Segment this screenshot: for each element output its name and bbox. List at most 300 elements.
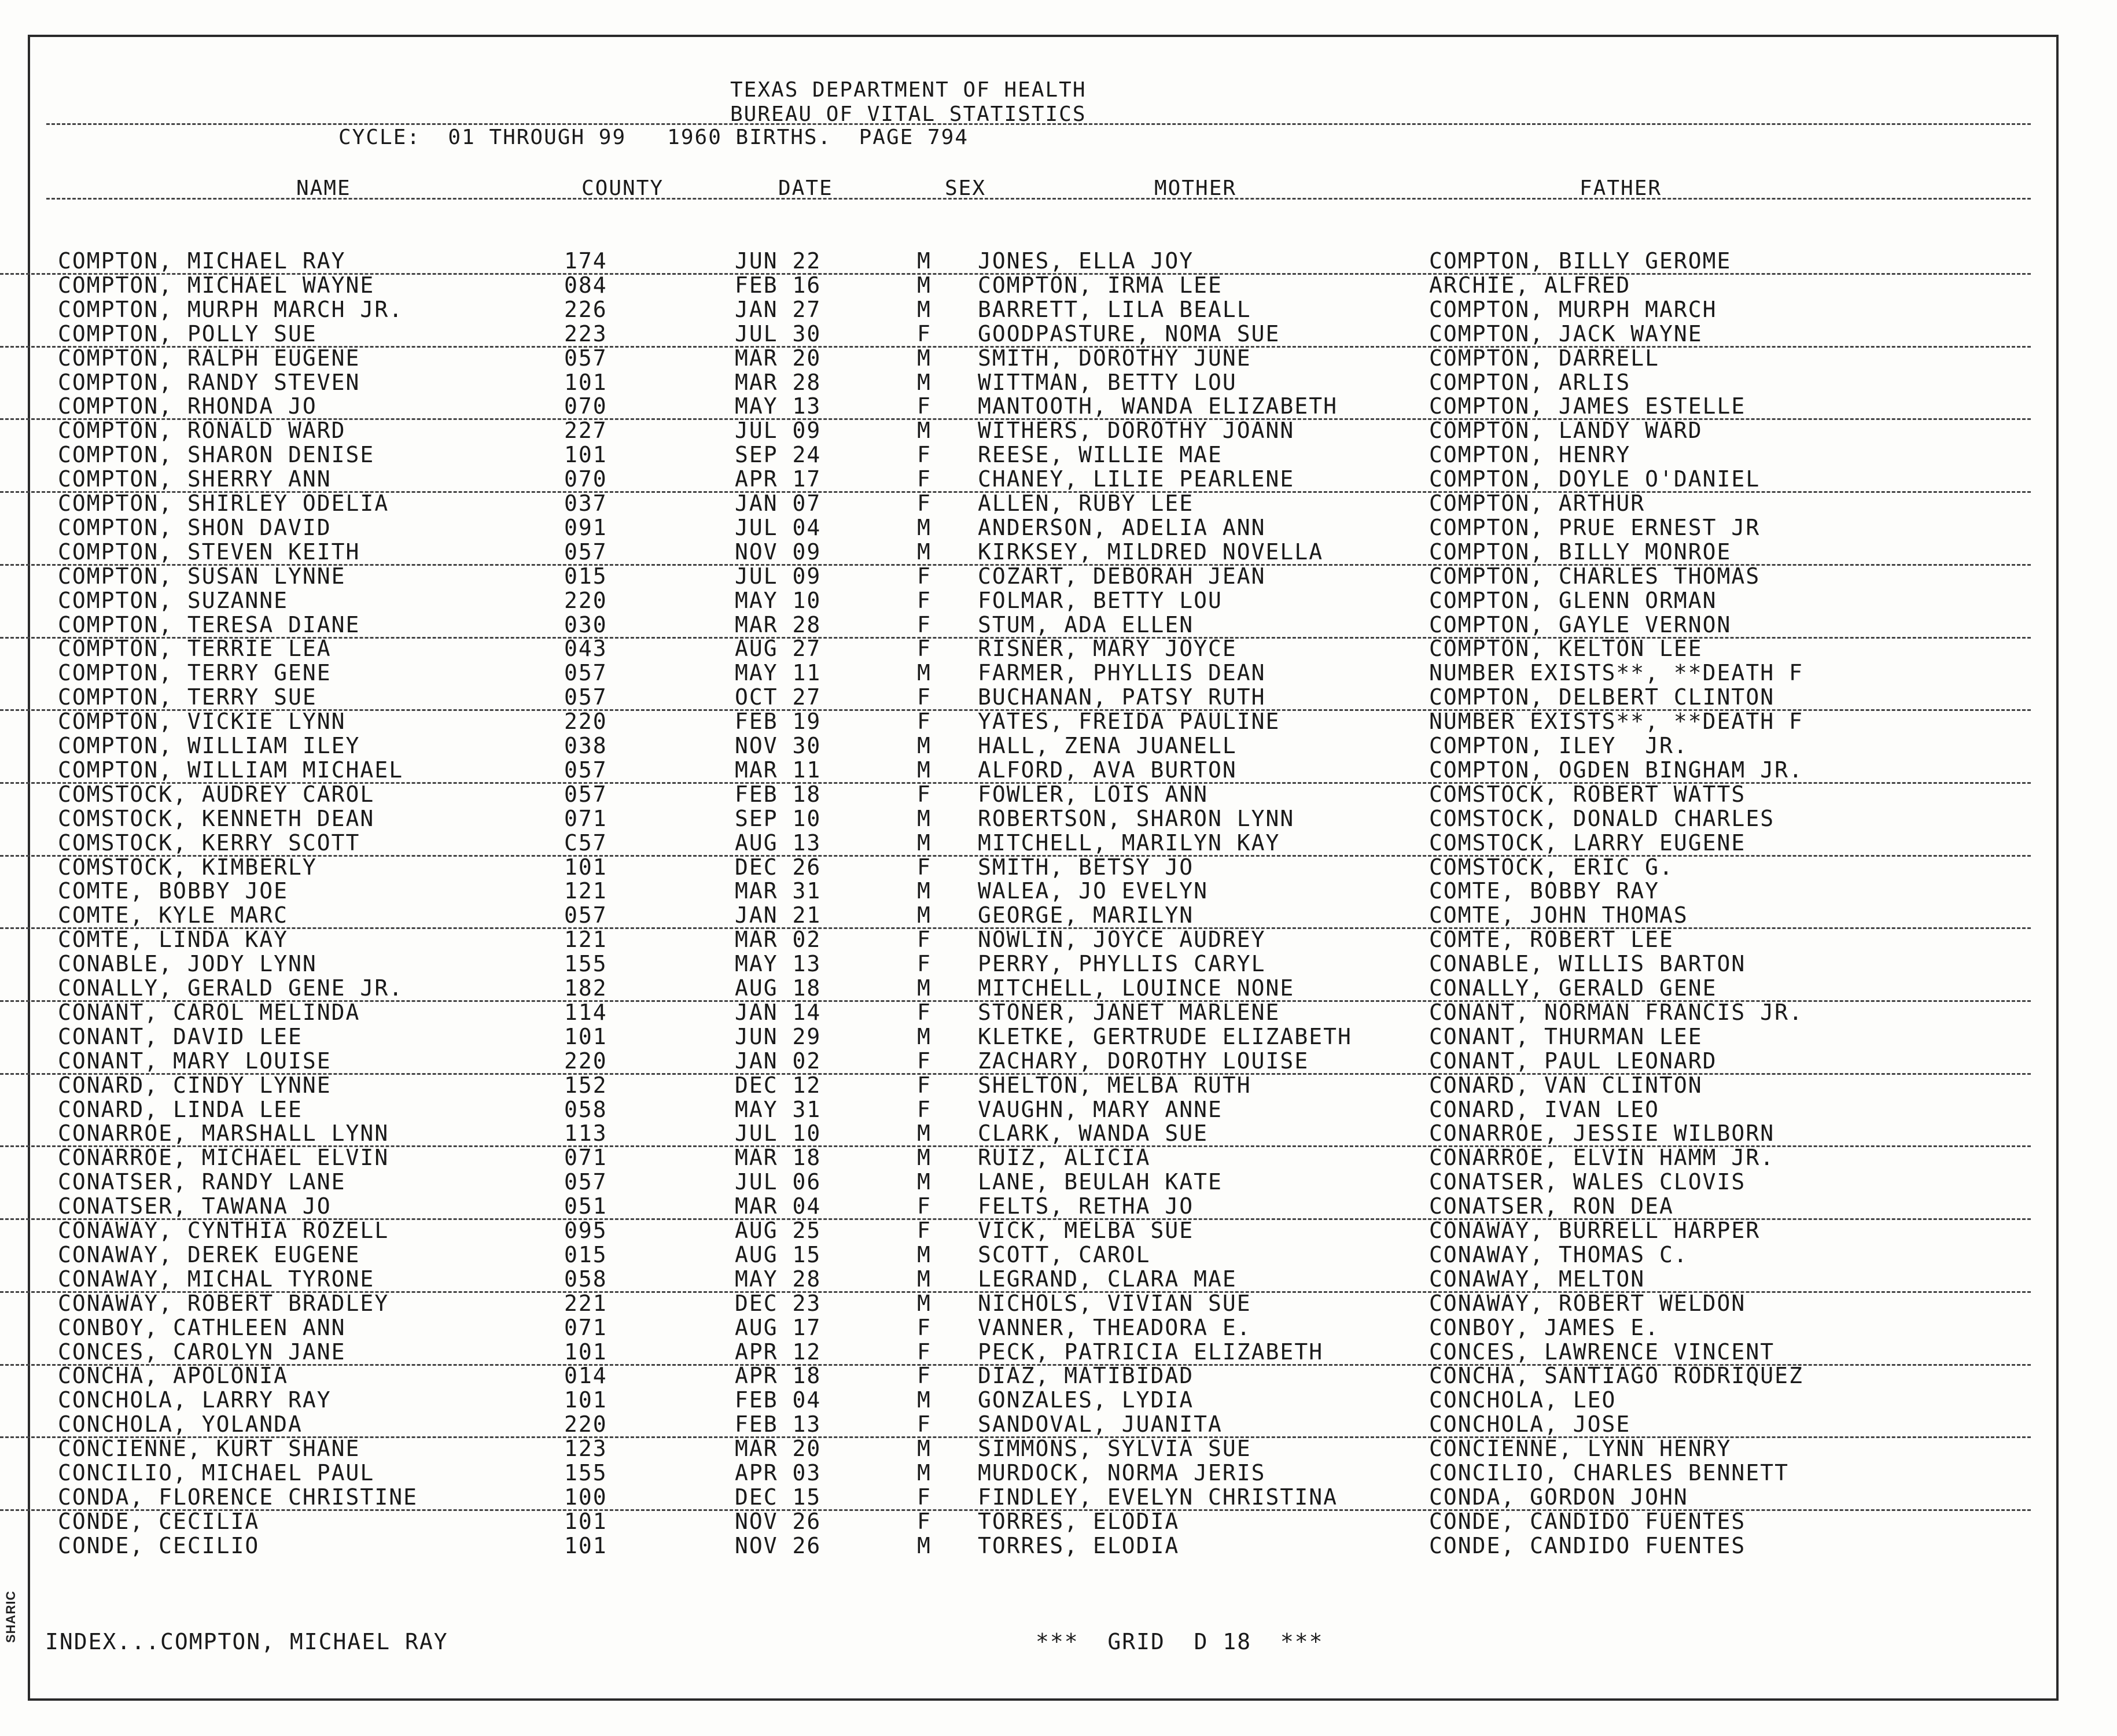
cell-sex: F bbox=[917, 1484, 932, 1510]
cell-county: 051 bbox=[564, 1193, 608, 1219]
cell-county: 113 bbox=[564, 1121, 608, 1147]
cell-name: COMPTON, RONALD WARD bbox=[58, 418, 346, 444]
cell-date: SEP 10 bbox=[735, 805, 822, 831]
cell-sex: F bbox=[917, 1218, 932, 1243]
cell-county: 015 bbox=[564, 1241, 608, 1267]
cell-father: COMSTOCK, ROBERT WATTS bbox=[1429, 781, 1746, 807]
cell-date: JAN 14 bbox=[735, 999, 822, 1025]
cell-date: MAY 10 bbox=[735, 587, 822, 613]
cell-date: MAR 04 bbox=[735, 1193, 822, 1219]
cell-sex: M bbox=[917, 272, 932, 298]
cell-name: CONCILIO, MICHAEL PAUL bbox=[58, 1460, 375, 1486]
cell-name: COMPTON, POLLY SUE bbox=[58, 320, 317, 347]
cell-mother: KLETKE, GERTRUDE ELIZABETH bbox=[978, 1023, 1352, 1049]
table-row bbox=[0, 1121, 2031, 1147]
cell-mother: NOWLIN, JOYCE AUDREY bbox=[978, 927, 1266, 953]
cell-sex: F bbox=[917, 611, 932, 637]
cell-county: 084 bbox=[564, 272, 608, 298]
cell-father: CONANT, PAUL LEONARD bbox=[1429, 1048, 1717, 1074]
cell-sex: M bbox=[917, 369, 932, 395]
cell-date: JUN 22 bbox=[735, 248, 822, 274]
cell-date: MAR 11 bbox=[735, 757, 822, 783]
cell-date: FEB 19 bbox=[735, 709, 822, 735]
cell-name: COMPTON, RALPH EUGENE bbox=[58, 345, 360, 371]
cell-mother: LANE, BEULAH KATE bbox=[978, 1169, 1223, 1195]
cell-father: CONARROE, ELVIN HAMM JR. bbox=[1429, 1145, 1775, 1171]
cell-date: MAY 13 bbox=[735, 393, 822, 419]
cell-date: FEB 13 bbox=[735, 1411, 822, 1438]
cell-sex: M bbox=[917, 1436, 932, 1462]
cell-county: 057 bbox=[564, 757, 608, 783]
cell-date: JAN 02 bbox=[735, 1048, 822, 1074]
cell-mother: VICK, MELBA SUE bbox=[978, 1218, 1194, 1243]
cell-mother: REESE, WILLIE MAE bbox=[978, 442, 1223, 468]
cell-county: 038 bbox=[564, 733, 608, 758]
cell-date: FEB 16 bbox=[735, 272, 822, 298]
cell-mother: ROBERTSON, SHARON LYNN bbox=[978, 805, 1295, 831]
cell-county: 114 bbox=[564, 999, 608, 1025]
cell-name: COMPTON, MICHAEL WAYNE bbox=[58, 272, 375, 298]
table-row bbox=[0, 1412, 2031, 1438]
column-header-date: DATE bbox=[778, 176, 833, 200]
cell-sex: M bbox=[917, 1460, 932, 1486]
cell-mother: ZACHARY, DOROTHY LOUISE bbox=[978, 1048, 1309, 1074]
cell-date: MAY 13 bbox=[735, 951, 822, 977]
cell-sex: M bbox=[917, 1169, 932, 1195]
cell-name: COMPTON, RANDY STEVEN bbox=[58, 369, 360, 395]
cell-father: CONANT, NORMAN FRANCIS JR. bbox=[1429, 999, 1803, 1025]
header-department: TEXAS DEPARTMENT OF HEALTH bbox=[730, 78, 1087, 102]
cell-county: 220 bbox=[564, 1048, 608, 1074]
cell-date: MAR 20 bbox=[735, 345, 822, 371]
cell-date: MAR 20 bbox=[735, 1436, 822, 1462]
cell-name: COMPTON, SHERRY ANN bbox=[58, 466, 332, 492]
cell-name: COMPTON, WILLIAM ILEY bbox=[58, 733, 360, 758]
cell-date: APR 03 bbox=[735, 1460, 822, 1486]
cell-name: COMPTON, VICKIE LYNN bbox=[58, 709, 346, 735]
cell-name: CONDA, FLORENCE CHRISTINE bbox=[58, 1484, 418, 1510]
cell-date: JUL 04 bbox=[735, 514, 822, 540]
cell-county: 015 bbox=[564, 563, 608, 589]
cell-date: AUG 15 bbox=[735, 1241, 822, 1267]
cell-sex: M bbox=[917, 1387, 932, 1413]
table-row bbox=[0, 831, 2031, 857]
table-row bbox=[0, 758, 2031, 784]
cell-name: COMTE, BOBBY JOE bbox=[58, 878, 289, 904]
cell-name: CONARD, CINDY LYNNE bbox=[58, 1072, 332, 1098]
cell-name: CONCIENNE, KURT SHANE bbox=[58, 1436, 360, 1462]
cell-father: CONAWAY, THOMAS C. bbox=[1429, 1241, 1688, 1267]
cell-county: 182 bbox=[564, 975, 608, 1001]
cell-father: COMSTOCK, DONALD CHARLES bbox=[1429, 805, 1775, 831]
cell-sex: F bbox=[917, 951, 932, 977]
cell-county: 152 bbox=[564, 1072, 608, 1098]
cell-father: COMPTON, ILEY JR. bbox=[1429, 733, 1688, 758]
cell-date: AUG 27 bbox=[735, 636, 822, 662]
cell-mother: FELTS, RETHA JO bbox=[978, 1193, 1194, 1219]
header-rule-top bbox=[46, 123, 2031, 125]
cell-father: COMPTON, GLENN ORMAN bbox=[1429, 587, 1717, 613]
cell-father: CONCHOLA, JOSE bbox=[1429, 1411, 1631, 1438]
cell-mother: JONES, ELLA JOY bbox=[978, 248, 1194, 274]
cell-mother: COMPTON, IRMA LEE bbox=[978, 272, 1223, 298]
cell-mother: HALL, ZENA JUANELL bbox=[978, 733, 1237, 758]
cell-sex: M bbox=[917, 1532, 932, 1558]
cell-father: CONANT, THURMAN LEE bbox=[1429, 1023, 1703, 1049]
cell-sex: F bbox=[917, 587, 932, 613]
cell-county: 101 bbox=[564, 854, 608, 880]
cell-sex: M bbox=[917, 1121, 932, 1147]
cell-sex: M bbox=[917, 418, 932, 444]
cell-sex: M bbox=[917, 805, 932, 831]
cell-name: COMSTOCK, KENNETH DEAN bbox=[58, 805, 375, 831]
cell-father: CONCILIO, CHARLES BENNETT bbox=[1429, 1460, 1789, 1486]
cell-date: MAY 11 bbox=[735, 660, 822, 686]
cell-sex: F bbox=[917, 781, 932, 807]
cell-sex: F bbox=[917, 1072, 932, 1098]
cell-father: CONCHA, SANTIAGO RODRIQUEZ bbox=[1429, 1363, 1803, 1389]
footer-grid: *** GRID D 18 *** bbox=[1036, 1629, 1324, 1654]
cell-date: JUL 06 bbox=[735, 1169, 822, 1195]
cell-county: 221 bbox=[564, 1290, 608, 1316]
cell-date: JUL 09 bbox=[735, 418, 822, 444]
cell-county: 058 bbox=[564, 1096, 608, 1122]
cell-county: 030 bbox=[564, 611, 608, 637]
cell-name: COMPTON, SHARON DENISE bbox=[58, 442, 375, 468]
cell-sex: F bbox=[917, 491, 932, 516]
cell-mother: YATES, FREIDA PAULINE bbox=[978, 709, 1280, 735]
cell-date: APR 18 bbox=[735, 1363, 822, 1389]
header-bureau: BUREAU OF VITAL STATISTICS bbox=[730, 102, 1087, 126]
cell-name: COMPTON, TERRIE LEA bbox=[58, 636, 332, 662]
cell-father: COMSTOCK, ERIC G. bbox=[1429, 854, 1674, 880]
cell-name: COMPTON, RHONDA JO bbox=[58, 393, 317, 419]
cell-sex: M bbox=[917, 345, 932, 371]
cell-county: 071 bbox=[564, 1314, 608, 1340]
cell-father: CONCIENNE, LYNN HENRY bbox=[1429, 1436, 1732, 1462]
cell-mother: FINDLEY, EVELYN CHRISTINA bbox=[978, 1484, 1338, 1510]
cell-date: AUG 13 bbox=[735, 830, 822, 856]
cell-name: COMPTON, SUZANNE bbox=[58, 587, 289, 613]
cell-name: COMPTON, MURPH MARCH JR. bbox=[58, 296, 404, 322]
cell-father: COMPTON, HENRY bbox=[1429, 442, 1631, 468]
cell-mother: STUM, ADA ELLEN bbox=[978, 611, 1194, 637]
cell-name: COMSTOCK, AUDREY CAROL bbox=[58, 781, 375, 807]
cell-county: 220 bbox=[564, 1411, 608, 1438]
cell-mother: MITCHELL, MARILYN KAY bbox=[978, 830, 1280, 856]
cell-mother: COZART, DEBORAH JEAN bbox=[978, 563, 1266, 589]
cell-county: 057 bbox=[564, 345, 608, 371]
cell-mother: VAUGHN, MARY ANNE bbox=[978, 1096, 1223, 1122]
cell-mother: SCOTT, CAROL bbox=[978, 1241, 1151, 1267]
cell-date: NOV 26 bbox=[735, 1508, 822, 1534]
cell-date: AUG 18 bbox=[735, 975, 822, 1001]
cell-mother: RUIZ, ALICIA bbox=[978, 1145, 1151, 1171]
cell-name: CONARROE, MICHAEL ELVIN bbox=[58, 1145, 389, 1171]
cell-father: CONABLE, WILLIS BARTON bbox=[1429, 951, 1746, 977]
column-header-name: NAME bbox=[296, 176, 351, 200]
cell-mother: ALFORD, AVA BURTON bbox=[978, 757, 1237, 783]
cell-mother: GOODPASTURE, NOMA SUE bbox=[978, 320, 1280, 347]
cell-county: 057 bbox=[564, 660, 608, 686]
cell-county: 220 bbox=[564, 587, 608, 613]
cell-sex: F bbox=[917, 1193, 932, 1219]
cell-county: 100 bbox=[564, 1484, 608, 1510]
cell-county: 101 bbox=[564, 1339, 608, 1365]
cell-county: 223 bbox=[564, 320, 608, 347]
cell-father: COMPTON, JAMES ESTELLE bbox=[1429, 393, 1746, 419]
cell-father: COMPTON, BILLY GEROME bbox=[1429, 248, 1732, 274]
cell-date: JUL 30 bbox=[735, 320, 822, 347]
cell-date: JUL 09 bbox=[735, 563, 822, 589]
cell-county: 101 bbox=[564, 1023, 608, 1049]
cell-name: COMPTON, SUSAN LYNNE bbox=[58, 563, 346, 589]
cell-sex: F bbox=[917, 999, 932, 1025]
cell-date: MAR 02 bbox=[735, 927, 822, 953]
cell-date: MAY 28 bbox=[735, 1266, 822, 1292]
cell-mother: MANTOOTH, WANDA ELIZABETH bbox=[978, 393, 1338, 419]
cell-father: CONARD, IVAN LEO bbox=[1429, 1096, 1660, 1122]
cell-date: JUN 29 bbox=[735, 1023, 822, 1049]
cell-mother: MITCHELL, LOUINCE NONE bbox=[978, 975, 1295, 1001]
header-cycle: CYCLE: 01 THROUGH 99 1960 BIRTHS. PAGE 794 bbox=[338, 126, 969, 149]
table-row bbox=[0, 903, 2031, 929]
cell-county: 123 bbox=[564, 1436, 608, 1462]
cell-sex: M bbox=[917, 1023, 932, 1049]
cell-mother: PERRY, PHYLLIS CARYL bbox=[978, 951, 1266, 977]
cell-date: OCT 27 bbox=[735, 684, 822, 710]
cell-name: CONANT, DAVID LEE bbox=[58, 1023, 303, 1049]
cell-name: COMPTON, SHON DAVID bbox=[58, 514, 332, 540]
cell-county: 227 bbox=[564, 418, 608, 444]
cell-sex: F bbox=[917, 1339, 932, 1365]
cell-county: 014 bbox=[564, 1363, 608, 1389]
cell-name: CONAWAY, DEREK EUGENE bbox=[58, 1241, 360, 1267]
cell-date: NOV 09 bbox=[735, 539, 822, 565]
cell-county: 101 bbox=[564, 369, 608, 395]
cell-mother: FOLMAR, BETTY LOU bbox=[978, 587, 1223, 613]
cell-mother: BARRETT, LILA BEALL bbox=[978, 296, 1251, 322]
cell-name: COMTE, LINDA KAY bbox=[58, 927, 289, 953]
side-label: SHARIC bbox=[3, 1590, 18, 1643]
cell-name: COMSTOCK, KERRY SCOTT bbox=[58, 830, 360, 856]
cell-name: CONANT, MARY LOUISE bbox=[58, 1048, 332, 1074]
cell-sex: F bbox=[917, 442, 932, 468]
cell-date: FEB 04 bbox=[735, 1387, 822, 1413]
cell-mother: VANNER, THEADORA E. bbox=[978, 1314, 1251, 1340]
cell-sex: F bbox=[917, 854, 932, 880]
cell-sex: M bbox=[917, 248, 932, 274]
cell-sex: M bbox=[917, 878, 932, 904]
cell-name: COMTE, KYLE MARC bbox=[58, 902, 289, 928]
cell-father: COMPTON, PRUE ERNEST JR bbox=[1429, 514, 1761, 540]
cell-father: CONAWAY, MELTON bbox=[1429, 1266, 1645, 1292]
cell-name: CONABLE, JODY LYNN bbox=[58, 951, 317, 977]
cell-date: JAN 27 bbox=[735, 296, 822, 322]
cell-date: MAR 28 bbox=[735, 369, 822, 395]
cell-father: COMPTON, DELBERT CLINTON bbox=[1429, 684, 1775, 710]
cell-mother: GONZALES, LYDIA bbox=[978, 1387, 1194, 1413]
cell-date: DEC 15 bbox=[735, 1484, 822, 1510]
cell-mother: NICHOLS, VIVIAN SUE bbox=[978, 1290, 1251, 1316]
cell-mother: ANDERSON, ADELIA ANN bbox=[978, 514, 1266, 540]
cell-sex: F bbox=[917, 684, 932, 710]
cell-date: SEP 24 bbox=[735, 442, 822, 468]
cell-sex: M bbox=[917, 1145, 932, 1171]
cell-father: COMPTON, CHARLES THOMAS bbox=[1429, 563, 1761, 589]
cell-father: CONBOY, JAMES E. bbox=[1429, 1314, 1660, 1340]
cell-father: CONALLY, GERALD GENE bbox=[1429, 975, 1717, 1001]
cell-name: CONATSER, RANDY LANE bbox=[58, 1169, 346, 1195]
cell-name: CONCHOLA, YOLANDA bbox=[58, 1411, 303, 1438]
cell-father: CONAWAY, BURRELL HARPER bbox=[1429, 1218, 1761, 1243]
table-row bbox=[0, 249, 2031, 275]
table-row bbox=[0, 1340, 2031, 1366]
table-row bbox=[0, 394, 2031, 420]
cell-county: 101 bbox=[564, 1387, 608, 1413]
cell-name: CONCHA, APOLONIA bbox=[58, 1363, 289, 1389]
column-header-father: FATHER bbox=[1580, 176, 1662, 200]
cell-county: 070 bbox=[564, 466, 608, 492]
cell-mother: CHANEY, LILIE PEARLENE bbox=[978, 466, 1295, 492]
cell-sex: F bbox=[917, 1363, 932, 1389]
cell-father: COMPTON, KELTON LEE bbox=[1429, 636, 1703, 662]
cell-date: AUG 25 bbox=[735, 1218, 822, 1243]
table-row bbox=[0, 1049, 2031, 1075]
cell-father: CONDA, GORDON JOHN bbox=[1429, 1484, 1688, 1510]
table-row bbox=[0, 1267, 2031, 1293]
cell-name: CONARROE, MARSHALL LYNN bbox=[58, 1121, 389, 1147]
table-row bbox=[0, 613, 2031, 639]
cell-sex: F bbox=[917, 1048, 932, 1074]
cell-father: COMPTON, GAYLE VERNON bbox=[1429, 611, 1732, 637]
table-row bbox=[0, 1485, 2031, 1511]
cell-date: DEC 23 bbox=[735, 1290, 822, 1316]
cell-name: COMPTON, SHIRLEY ODELIA bbox=[58, 491, 389, 516]
cell-sex: F bbox=[917, 563, 932, 589]
cell-father: CONARD, VAN CLINTON bbox=[1429, 1072, 1703, 1098]
column-header-sex: SEX bbox=[945, 176, 986, 200]
cell-county: 155 bbox=[564, 951, 608, 977]
cell-date: MAY 31 bbox=[735, 1096, 822, 1122]
cell-county: 095 bbox=[564, 1218, 608, 1243]
cell-mother: WITHERS, DOROTHY JOANN bbox=[978, 418, 1295, 444]
cell-date: APR 17 bbox=[735, 466, 822, 492]
cell-name: CONDE, CECILIO bbox=[58, 1532, 260, 1558]
cell-father: CONARROE, JESSIE WILBORN bbox=[1429, 1121, 1775, 1147]
cell-father: COMPTON, MURPH MARCH bbox=[1429, 296, 1717, 322]
cell-father: COMSTOCK, LARRY EUGENE bbox=[1429, 830, 1746, 856]
cell-sex: F bbox=[917, 466, 932, 492]
cell-name: CONCHOLA, LARRY RAY bbox=[58, 1387, 332, 1413]
cell-father: CONDE, CANDIDO FUENTES bbox=[1429, 1532, 1746, 1558]
cell-sex: M bbox=[917, 757, 932, 783]
cell-mother: SMITH, BETSY JO bbox=[978, 854, 1194, 880]
cell-mother: TORRES, ELODIA bbox=[978, 1508, 1180, 1534]
cell-county: 121 bbox=[564, 878, 608, 904]
cell-father: COMPTON, ARLIS bbox=[1429, 369, 1631, 395]
table-row bbox=[0, 1194, 2031, 1220]
cell-mother: TORRES, ELODIA bbox=[978, 1532, 1180, 1558]
cell-father: COMPTON, ARTHUR bbox=[1429, 491, 1645, 516]
cell-county: 057 bbox=[564, 539, 608, 565]
cell-father: COMPTON, LANDY WARD bbox=[1429, 418, 1703, 444]
cell-father: COMPTON, BILLY MONROE bbox=[1429, 539, 1732, 565]
cell-mother: GEORGE, MARILYN bbox=[978, 902, 1194, 928]
cell-mother: SANDOVAL, JUANITA bbox=[978, 1411, 1223, 1438]
cell-mother: SHELTON, MELBA RUTH bbox=[978, 1072, 1251, 1098]
cell-sex: M bbox=[917, 1290, 932, 1316]
cell-county: 057 bbox=[564, 1169, 608, 1195]
cell-mother: WITTMAN, BETTY LOU bbox=[978, 369, 1237, 395]
cell-father: CONAWAY, ROBERT WELDON bbox=[1429, 1290, 1746, 1316]
cell-mother: MURDOCK, NORMA JERIS bbox=[978, 1460, 1266, 1486]
cell-mother: FOWLER, LOIS ANN bbox=[978, 781, 1209, 807]
cell-county: 058 bbox=[564, 1266, 608, 1292]
cell-mother: KIRKSEY, MILDRED NOVELLA bbox=[978, 539, 1324, 565]
cell-county: 101 bbox=[564, 1532, 608, 1558]
cell-mother: PECK, PATRICIA ELIZABETH bbox=[978, 1339, 1324, 1365]
cell-date: FEB 18 bbox=[735, 781, 822, 807]
cell-father: CONATSER, WALES CLOVIS bbox=[1429, 1169, 1746, 1195]
cell-county: 071 bbox=[564, 805, 608, 831]
table-row bbox=[0, 685, 2031, 711]
cell-father: NUMBER EXISTS**, **DEATH F bbox=[1429, 660, 1803, 686]
cell-sex: M bbox=[917, 539, 932, 565]
cell-date: APR 12 bbox=[735, 1339, 822, 1365]
cell-date: DEC 12 bbox=[735, 1072, 822, 1098]
cell-name: COMPTON, WILLIAM MICHAEL bbox=[58, 757, 404, 783]
cell-date: AUG 17 bbox=[735, 1314, 822, 1340]
cell-sex: M bbox=[917, 733, 932, 758]
cell-sex: M bbox=[917, 1266, 932, 1292]
cell-county: 071 bbox=[564, 1145, 608, 1171]
cell-name: COMPTON, TERRY SUE bbox=[58, 684, 317, 710]
cell-county: C57 bbox=[564, 830, 608, 856]
cell-county: 155 bbox=[564, 1460, 608, 1486]
cell-county: 101 bbox=[564, 442, 608, 468]
cell-mother: BUCHANAN, PATSY RUTH bbox=[978, 684, 1266, 710]
column-header-county: COUNTY bbox=[581, 176, 664, 200]
cell-sex: F bbox=[917, 709, 932, 735]
cell-date: MAR 31 bbox=[735, 878, 822, 904]
cell-county: 043 bbox=[564, 636, 608, 662]
cell-name: CONARD, LINDA LEE bbox=[58, 1096, 303, 1122]
table-row bbox=[0, 976, 2031, 1002]
cell-father: COMPTON, JACK WAYNE bbox=[1429, 320, 1703, 347]
cell-sex: F bbox=[917, 1314, 932, 1340]
cell-county: 121 bbox=[564, 927, 608, 953]
cell-name: CONBOY, CATHLEEN ANN bbox=[58, 1314, 346, 1340]
cell-sex: M bbox=[917, 660, 932, 686]
cell-name: CONAWAY, CYNTHIA ROZELL bbox=[58, 1218, 389, 1243]
cell-sex: F bbox=[917, 1096, 932, 1122]
cell-father: COMTE, ROBERT LEE bbox=[1429, 927, 1674, 953]
cell-county: 057 bbox=[564, 684, 608, 710]
cell-sex: F bbox=[917, 636, 932, 662]
table-row bbox=[0, 540, 2031, 566]
cell-sex: F bbox=[917, 320, 932, 347]
footer-index: INDEX...COMPTON, MICHAEL RAY bbox=[45, 1629, 448, 1654]
table-row bbox=[0, 322, 2031, 348]
cell-father: NUMBER EXISTS**, **DEATH F bbox=[1429, 709, 1803, 735]
cell-sex: F bbox=[917, 393, 932, 419]
cell-county: 057 bbox=[564, 781, 608, 807]
cell-father: CONATSER, RON DEA bbox=[1429, 1193, 1674, 1219]
cell-mother: LEGRAND, CLARA MAE bbox=[978, 1266, 1237, 1292]
cell-sex: F bbox=[917, 1508, 932, 1534]
cell-sex: M bbox=[917, 902, 932, 928]
